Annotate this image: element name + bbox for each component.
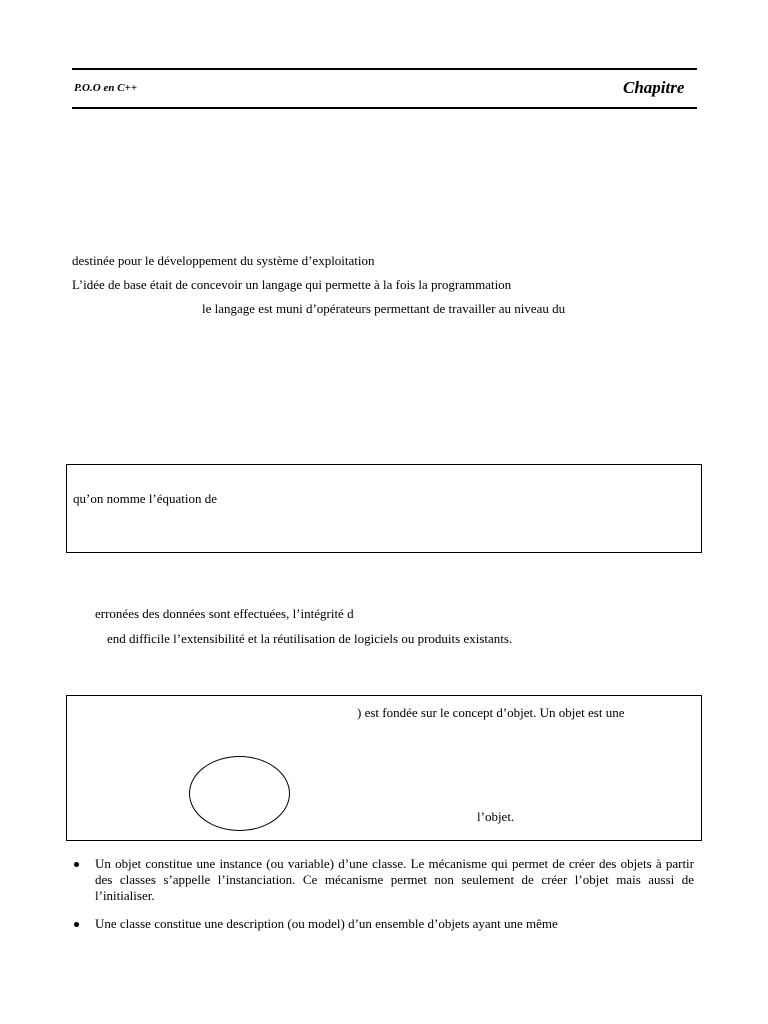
bullet-paragraph-2: Une classe constitue une description (ou model) d’un ensemble d’objets ayant une même [95,916,558,931]
intro-line-1: destinée pour le développement du système d’exploitation [72,253,375,268]
definition-box-2-bottom-text: l’objet. [477,809,515,824]
bullet-dot-1 [74,862,79,867]
header-bottom-rule [72,107,697,109]
bullet-dot-2 [74,922,79,927]
object-diagram-ellipse [189,756,290,831]
bullet-paragraph-1: Un objet constitue une instance (ou variable) d’une classe. Le mécanisme qui permet de créer des objets à partir des classes s’appelle l’instanciation. Ce mécanisme permet non seulement de créer l’objet mais aussi de l’initialiser. [95,856,694,903]
middle-line-2: end difficile l’extensibilité et la réutilisation de logiciels ou produits existants. [107,631,513,646]
header-chapter-title: Chapitre [623,78,685,97]
definition-box-2-top-text: ) est fondée sur le concept d’objet. Un objet est une [357,705,625,720]
intro-line-2: L’idée de base était de concevoir un langage qui permette à la fois la programmation [72,277,512,292]
header-top-rule [72,68,697,70]
definition-box-1 [66,464,702,553]
definition-box-1-text: qu’on nomme l’équation de [73,491,218,506]
header-course-title: P.O.O en C++ [74,82,138,94]
middle-line-1: erronées des données sont effectuées, l’intégrité d [95,606,354,621]
intro-line-3: le langage est muni d’opérateurs permettant de travailler au niveau du [202,301,566,316]
definition-box-2 [66,695,702,841]
